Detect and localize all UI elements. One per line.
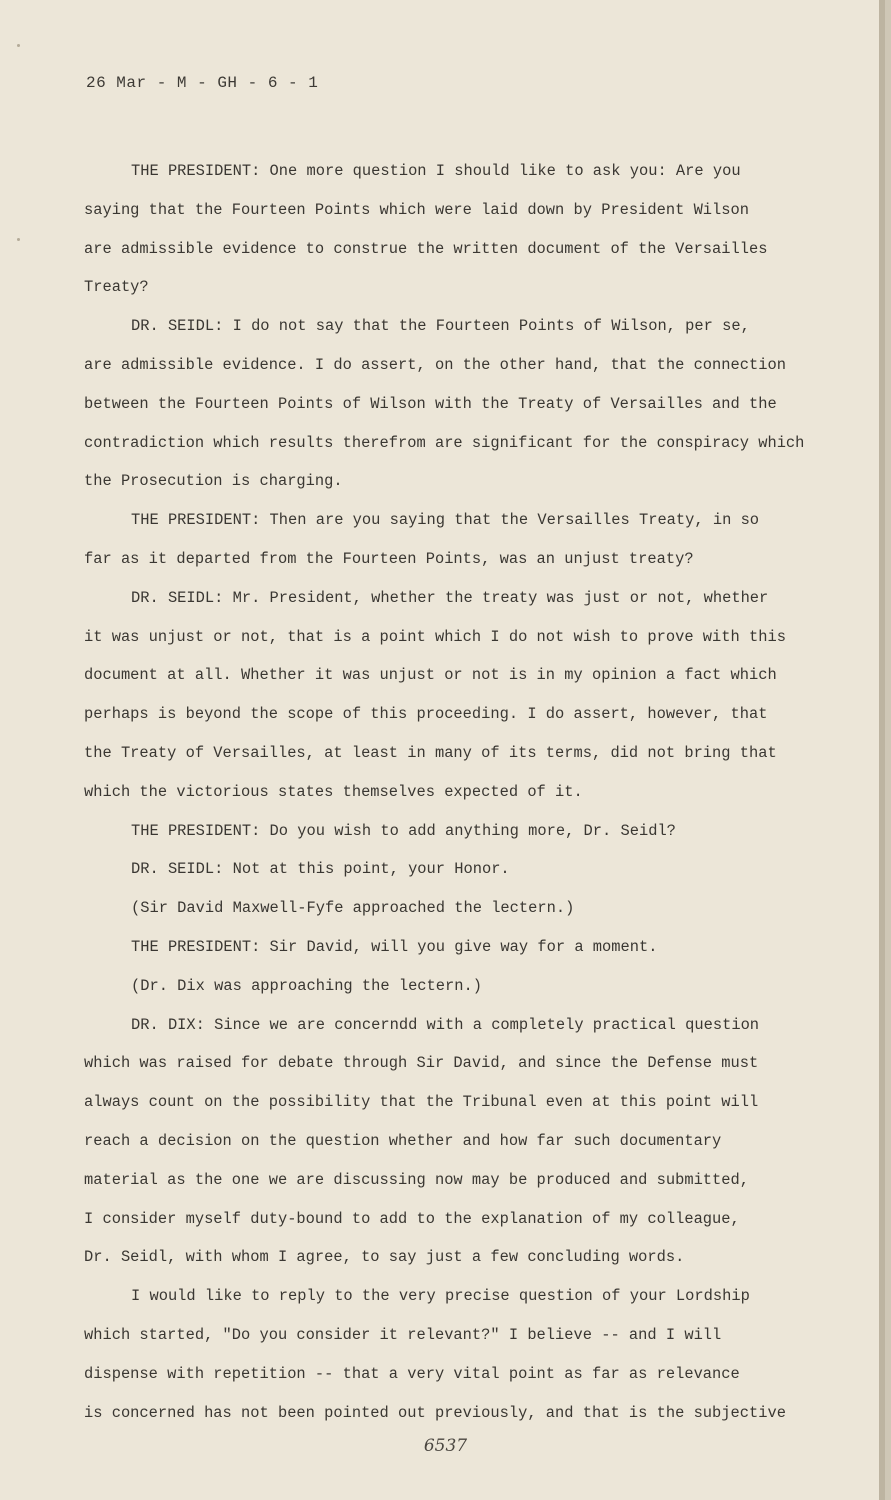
transcript-line: the Treaty of Versailles, at least in many of its terms, did not bring that	[84, 743, 777, 762]
page-number: 6537	[423, 1436, 468, 1456]
transcript-line: which the victorious states themselves expected of it.	[84, 782, 583, 801]
transcript-line: contradiction which results therefrom are significant for the conspiracy which	[84, 433, 805, 452]
punch-mark	[17, 238, 20, 241]
transcript-line: THE PRESIDENT: One more question I should like to ask you: Are you	[131, 162, 741, 180]
transcript-line: DR. SEIDL: I do not say that the Fourteen Points of Wilson, per se,	[131, 317, 750, 336]
transcript-line: DR. DIX: Since we are concerndd with a completely practical question	[131, 1015, 760, 1034]
transcript-line: (Dr. Dix was approaching the lectern.)	[131, 976, 482, 995]
transcript-line: which was raised for debate through Sir David, and since the Defense must	[84, 1054, 759, 1073]
transcript-line: Treaty?	[84, 278, 149, 297]
transcript-line: (Sir David Maxwell-Fyfe approached the lectern.)	[131, 899, 575, 918]
transcript-line: is concerned has not been pointed out previously, and that is the subjective	[84, 1403, 786, 1422]
transcript-line: are admissible evidence to construe the written document of the Versailles	[84, 239, 768, 258]
transcript-body	[84, 152, 829, 1432]
transcript-line: DR. SEIDL: Not at this point, your Honor.	[131, 860, 510, 879]
transcript-line: I would like to reply to the very precise question of your Lordship	[131, 1287, 750, 1306]
transcript-line: THE PRESIDENT: Do you wish to add anything more, Dr. Seidl?	[131, 821, 676, 840]
transcript-line: saying that the Fourteen Points which were laid down by President Wilson	[84, 200, 749, 219]
transcript-line: far as it departed from the Fourteen Points, was an unjust treaty?	[84, 549, 694, 568]
transcript-line: always count on the possibility that the Tribunal even at this point will	[84, 1093, 759, 1112]
page-header: 26 Mar - M - GH - 6 - 1	[86, 74, 319, 92]
punch-mark	[17, 44, 20, 47]
transcript-line: document at all. Whether it was unjust or not is in my opinion a fact which	[84, 666, 777, 685]
transcript-line: I consider myself duty-bound to add to the explanation of my colleague,	[84, 1209, 740, 1228]
page-edge	[879, 0, 885, 1500]
transcript-line: are admissible evidence. I do assert, on the other hand, that the connection	[84, 355, 786, 374]
transcript-line: which started, "Do you consider it relevant?" I believe -- and I will	[84, 1325, 722, 1344]
transcript-line: DR. SEIDL: Mr. President, whether the treaty was just or not, whether	[131, 588, 769, 607]
transcript-line: the Prosecution is charging.	[84, 472, 343, 491]
transcript-line: between the Fourteen Points of Wilson with the Treaty of Versailles and the	[84, 394, 777, 413]
transcript-line: perhaps is beyond the scope of this proceeding. I do assert, however, that	[84, 705, 768, 724]
transcript-line: material as the one we are discussing now may be produced and submitted,	[84, 1170, 749, 1189]
transcript-line: dispense with repetition -- that a very vital point as far as relevance	[84, 1364, 740, 1383]
transcript-line: THE PRESIDENT: Sir David, will you give way for a moment.	[131, 937, 658, 956]
transcript-line: Dr. Seidl, with whom I agree, to say just a few concluding words.	[84, 1248, 685, 1267]
transcript-line: it was unjust or not, that is a point which I do not wish to prove with this	[84, 627, 786, 646]
transcript-line: reach a decision on the question whether and how far such documentary	[84, 1131, 722, 1150]
transcript-line: THE PRESIDENT: Then are you saying that the Versailles Treaty, in so	[131, 511, 760, 530]
